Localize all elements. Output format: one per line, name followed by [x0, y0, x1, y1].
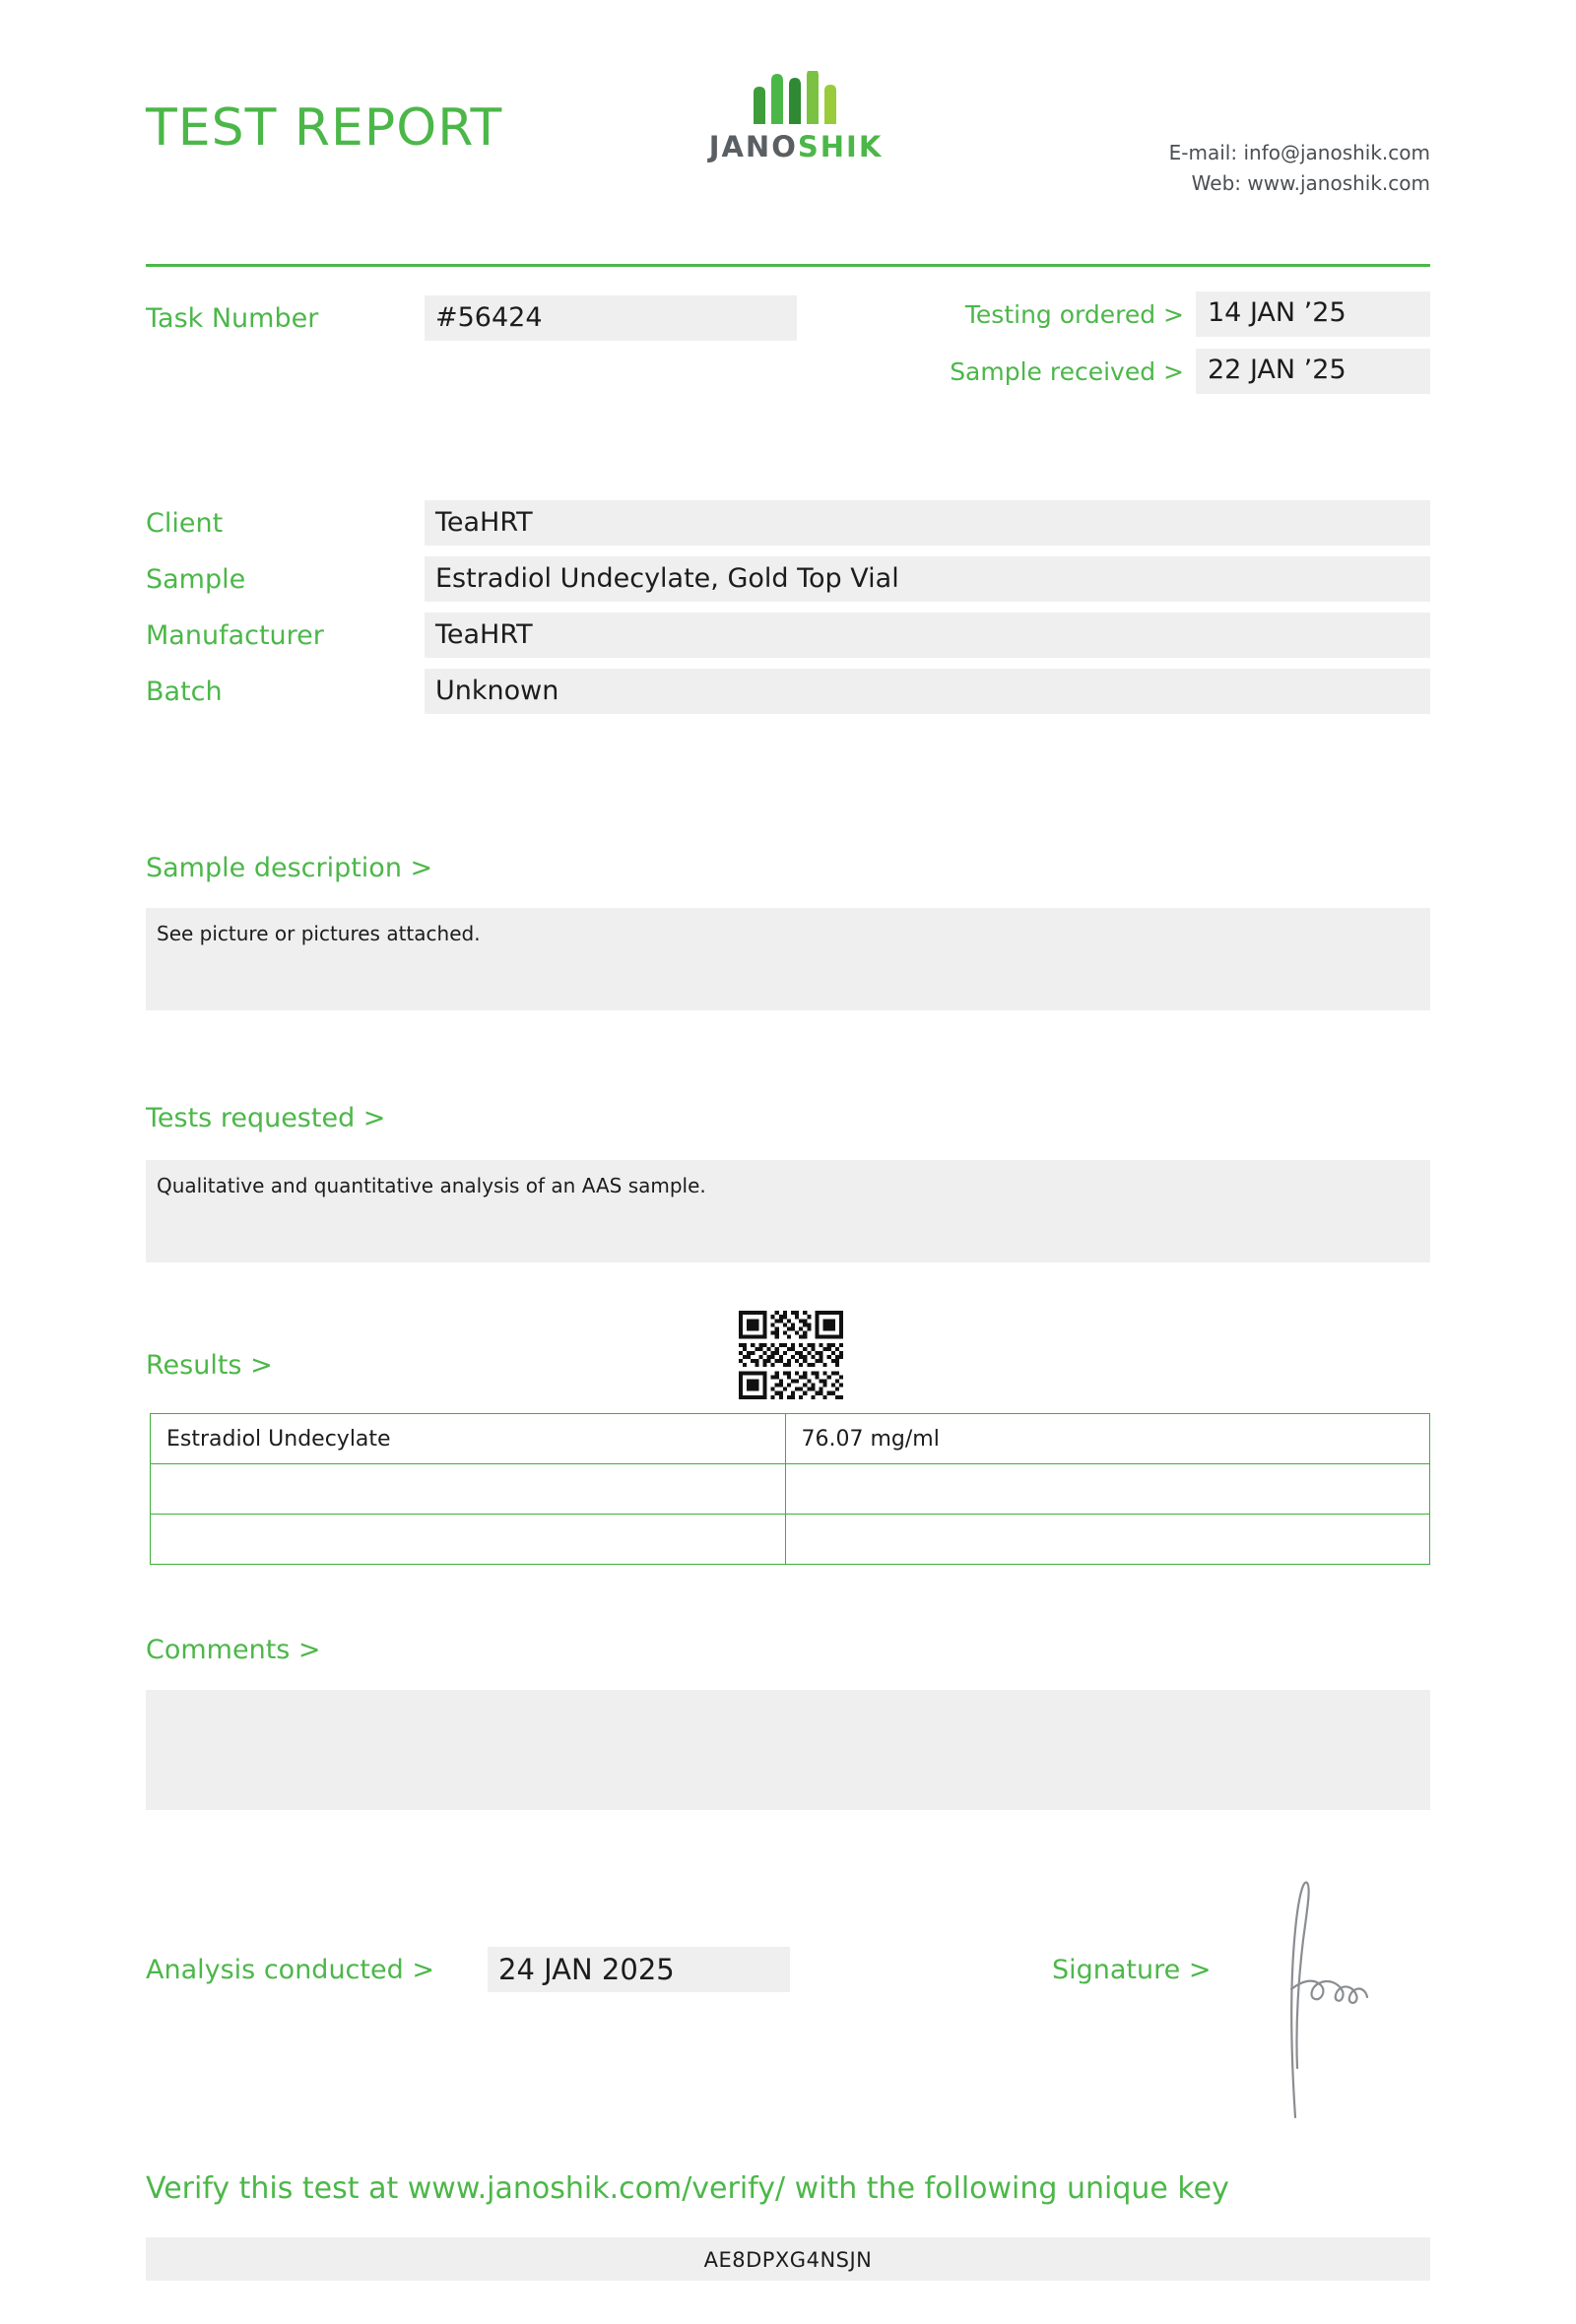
analysis-conducted-date: 24 JAN 2025: [488, 1947, 790, 1992]
task-number-value: #56424: [425, 295, 797, 341]
info-value-sample: Estradiol Undecylate, Gold Top Vial: [425, 556, 1430, 602]
sample-received-label: Sample received >: [950, 356, 1184, 386]
contact-web: Web: www.janoshik.com: [1191, 171, 1430, 195]
results-title: Results >: [146, 1350, 273, 1381]
testing-ordered-value: 14 JAN ’25: [1196, 291, 1430, 337]
info-label-manufacturer: Manufacturer: [146, 620, 324, 651]
result-amount: 76.07 mg/ml: [785, 1414, 1429, 1464]
results-table: [150, 1413, 1430, 1565]
sample-info-block: [146, 500, 1430, 725]
sample-description-text: See picture or pictures attached.: [146, 908, 1430, 1010]
task-row: [146, 295, 1430, 404]
testing-ordered-row: [879, 291, 1430, 337]
dates-block: [879, 291, 1430, 406]
comments-text: [146, 1690, 1430, 1810]
result-substance: [151, 1464, 786, 1515]
table-row: [151, 1515, 1430, 1565]
signature-label: Signature >: [1052, 1955, 1212, 1985]
sample-description-title: Sample description >: [146, 853, 433, 883]
sample-received-row: [879, 349, 1430, 394]
tests-requested-title: Tests requested >: [146, 1103, 386, 1133]
brand-name-part2: SHIK: [797, 130, 884, 163]
page-title: TEST REPORT: [146, 98, 503, 158]
report-header: [146, 0, 1430, 207]
task-number-label: Task Number: [146, 303, 319, 334]
table-row: [151, 1464, 1430, 1515]
info-label-client: Client: [146, 508, 224, 539]
result-substance: Estradiol Undecylate: [151, 1414, 786, 1464]
info-row-batch: [146, 669, 1430, 714]
signature-image: [1256, 1871, 1433, 2127]
brand-name-part1: JANO: [708, 130, 798, 163]
info-row-client: [146, 500, 1430, 546]
result-amount: [785, 1464, 1429, 1515]
info-label-batch: Batch: [146, 677, 223, 707]
contact-info: [1169, 138, 1430, 199]
contact-email: E-mail: info@janoshik.com: [1168, 141, 1430, 164]
table-row: [151, 1414, 1430, 1464]
comments-title: Comments >: [146, 1635, 321, 1665]
verify-text: Verify this test at www.janoshik.com/verify/ with the following unique key: [146, 2171, 1229, 2206]
header-divider: [146, 264, 1430, 267]
tests-requested-text: Qualitative and quantitative analysis of an AAS sample.: [146, 1160, 1430, 1262]
info-value-batch: Unknown: [425, 669, 1430, 714]
sample-received-value: 22 JAN ’25: [1196, 349, 1430, 394]
info-value-manufacturer: TeaHRT: [425, 613, 1430, 658]
brand-name: [683, 130, 909, 163]
unique-key-value: AE8DPXG4NSJN: [146, 2237, 1430, 2281]
analysis-conducted-label: Analysis conducted >: [146, 1955, 434, 1985]
info-label-sample: Sample: [146, 564, 246, 595]
qr-code: [739, 1310, 843, 1400]
info-value-client: TeaHRT: [425, 500, 1430, 546]
result-substance: [151, 1515, 786, 1565]
result-amount: [785, 1515, 1429, 1565]
mountains-logo-icon: [683, 71, 909, 126]
brand-logo: [683, 71, 909, 163]
info-row-sample: [146, 556, 1430, 602]
info-row-manufacturer: [146, 613, 1430, 658]
testing-ordered-label: Testing ordered >: [964, 299, 1184, 329]
